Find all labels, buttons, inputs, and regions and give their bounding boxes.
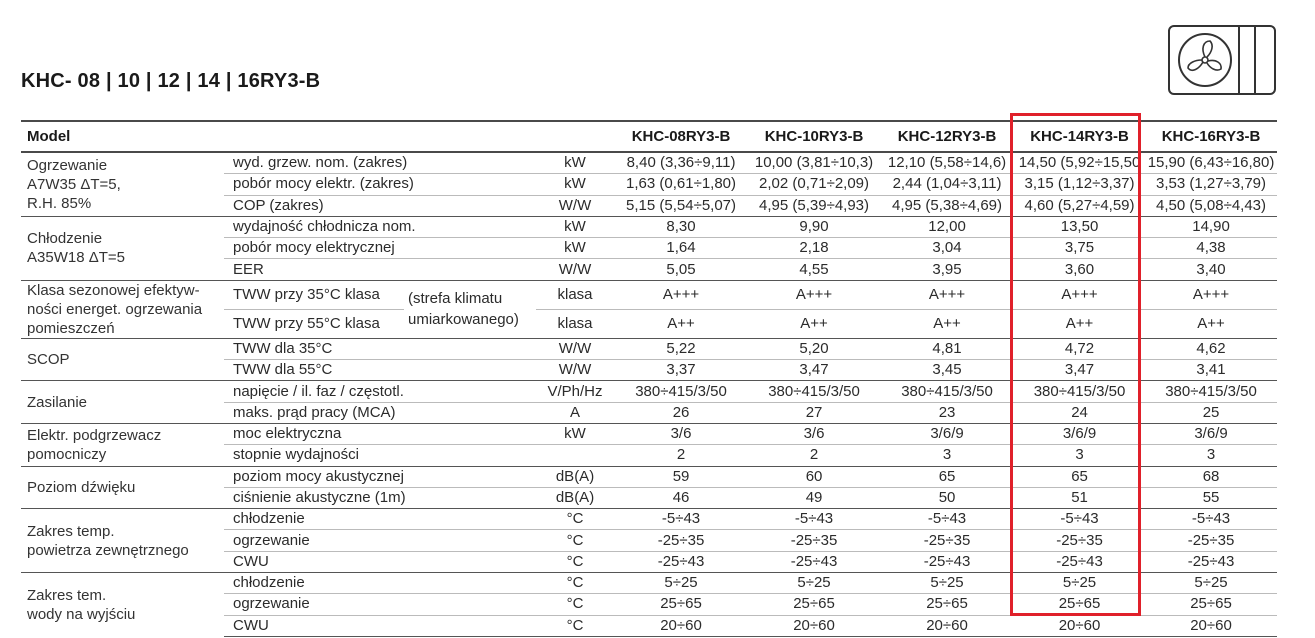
value-cell: 50	[880, 487, 1014, 508]
model-column-header: KHC-12RY3-B	[880, 121, 1014, 152]
value-cell: 25÷65	[880, 594, 1014, 615]
value-cell: 3/6/9	[1145, 423, 1277, 444]
model-column-header: KHC-14RY3-B	[1014, 121, 1145, 152]
unit-label: A	[536, 402, 614, 423]
value-cell: A+++	[614, 280, 748, 309]
value-cell: 49	[748, 487, 880, 508]
value-cell: A+++	[880, 280, 1014, 309]
value-cell: 380÷415/3/50	[748, 381, 880, 402]
value-cell: 3,75	[1014, 238, 1145, 259]
unit-label: dB(A)	[536, 466, 614, 487]
unit-label: W/W	[536, 259, 614, 280]
value-cell: 27	[748, 402, 880, 423]
value-cell: 3,15 (1,12÷3,37)	[1014, 174, 1145, 195]
value-cell: 20÷60	[1014, 615, 1145, 636]
unit-label: klasa	[536, 309, 614, 338]
unit-label: °C	[536, 594, 614, 615]
value-cell: 3,47	[1014, 360, 1145, 381]
value-cell: 10,00 (3,81÷10,3)	[748, 152, 880, 174]
value-cell: 9,90	[748, 216, 880, 237]
unit-label: °C	[536, 551, 614, 572]
value-cell: -25÷43	[880, 551, 1014, 572]
table-row	[21, 280, 1277, 309]
group-label: Zasilanie	[21, 381, 224, 424]
header-row	[21, 121, 1277, 152]
group-label: Klasa sezonowej efektyw- ności energet. ogrzewania pomieszczeń	[21, 280, 224, 338]
unit-label: °C	[536, 573, 614, 594]
value-cell: 3,95	[880, 259, 1014, 280]
value-cell: -5÷43	[880, 509, 1014, 530]
value-cell: 5÷25	[880, 573, 1014, 594]
parameter-label: CWU	[224, 615, 536, 636]
value-cell: 15,90 (6,43÷16,80)	[1145, 152, 1277, 174]
unit-label	[536, 445, 614, 466]
page-title: KHC- 08 | 10 | 12 | 14 | 16RY3-B	[21, 70, 321, 92]
table-row	[21, 509, 1277, 530]
value-cell: 4,72	[1014, 338, 1145, 359]
value-cell: 12,10 (5,58÷14,6)	[880, 152, 1014, 174]
value-cell: 3,37	[614, 360, 748, 381]
unit-label: °C	[536, 509, 614, 530]
model-column-header: KHC-08RY3-B	[614, 121, 748, 152]
value-cell: 3/6/9	[880, 423, 1014, 444]
parameter-label: TWW przy 55°C klasa	[224, 309, 404, 338]
value-cell: A+++	[748, 280, 880, 309]
value-cell: 65	[880, 466, 1014, 487]
value-cell: -25÷35	[880, 530, 1014, 551]
unit-label: °C	[536, 530, 614, 551]
parameter-label: chłodzenie	[224, 573, 536, 594]
value-cell: 2	[748, 445, 880, 466]
parameter-label: ogrzewanie	[224, 530, 536, 551]
value-cell: 3/6/9	[1014, 423, 1145, 444]
value-cell: 5÷25	[1014, 573, 1145, 594]
unit-label: W/W	[536, 195, 614, 216]
value-cell: 3,53 (1,27÷3,79)	[1145, 174, 1277, 195]
group-label: Zakres temp. powietrza zewnętrznego	[21, 509, 224, 573]
table-row	[21, 573, 1277, 594]
value-cell: 3	[1014, 445, 1145, 466]
unit-label: kW	[536, 423, 614, 444]
value-cell: 13,50	[1014, 216, 1145, 237]
table-row	[21, 338, 1277, 359]
parameter-label: ciśnienie akustyczne (1m)	[224, 487, 536, 508]
value-cell: 65	[1014, 466, 1145, 487]
parameter-label: chłodzenie	[224, 509, 536, 530]
value-cell: 20÷60	[880, 615, 1014, 636]
group-label: Chłodzenie A35W18 ΔT=5	[21, 216, 224, 280]
value-cell: 380÷415/3/50	[614, 381, 748, 402]
value-cell: 12,00	[880, 216, 1014, 237]
value-cell: 25÷65	[1145, 594, 1277, 615]
unit-label: klasa	[536, 280, 614, 309]
value-cell: 4,60 (5,27÷4,59)	[1014, 195, 1145, 216]
value-cell: 3/6	[748, 423, 880, 444]
value-cell: 4,81	[880, 338, 1014, 359]
parameter-label: maks. prąd pracy (MCA)	[224, 402, 536, 423]
climate-zone-note: (strefa klimatu umiarkowanego)	[404, 280, 536, 338]
unit-label: kW	[536, 174, 614, 195]
value-cell: 25÷65	[748, 594, 880, 615]
value-cell: -25÷35	[1145, 530, 1277, 551]
group-label: Zakres tem. wody na wyjściu	[21, 573, 224, 637]
value-cell: 2,02 (0,71÷2,09)	[748, 174, 880, 195]
value-cell: 4,55	[748, 259, 880, 280]
parameter-label: CWU	[224, 551, 536, 572]
value-cell: A++	[614, 309, 748, 338]
value-cell: 20÷60	[614, 615, 748, 636]
parameter-label: TWW dla 55°C	[224, 360, 536, 381]
value-cell: 5÷25	[614, 573, 748, 594]
value-cell: 60	[748, 466, 880, 487]
value-cell: 25÷65	[1014, 594, 1145, 615]
value-cell: -5÷43	[1014, 509, 1145, 530]
value-cell: A++	[880, 309, 1014, 338]
value-cell: 5,20	[748, 338, 880, 359]
value-cell: 1,64	[614, 238, 748, 259]
unit-label: kW	[536, 238, 614, 259]
parameter-label: napięcie / il. faz / częstotl.	[224, 381, 536, 402]
value-cell: 3	[1145, 445, 1277, 466]
value-cell: 3	[880, 445, 1014, 466]
value-cell: 4,38	[1145, 238, 1277, 259]
spec-table	[21, 120, 1277, 637]
value-cell: A++	[1145, 309, 1277, 338]
value-cell: 5÷25	[1145, 573, 1277, 594]
unit-label: kW	[536, 152, 614, 174]
parameter-label: pobór mocy elektr. (zakres)	[224, 174, 536, 195]
value-cell: -25÷35	[614, 530, 748, 551]
value-cell: -25÷35	[748, 530, 880, 551]
group-label: SCOP	[21, 338, 224, 381]
value-cell: 20÷60	[1145, 615, 1277, 636]
value-cell: A+++	[1014, 280, 1145, 309]
value-cell: 2,44 (1,04÷3,11)	[880, 174, 1014, 195]
model-header: Model	[21, 121, 614, 152]
value-cell: 4,95 (5,38÷4,69)	[880, 195, 1014, 216]
value-cell: 2	[614, 445, 748, 466]
outdoor-unit-fan-icon	[1168, 25, 1276, 95]
parameter-label: COP (zakres)	[224, 195, 536, 216]
parameter-label: poziom mocy akustycznej	[224, 466, 536, 487]
value-cell: 68	[1145, 466, 1277, 487]
parameter-label: ogrzewanie	[224, 594, 536, 615]
value-cell: 59	[614, 466, 748, 487]
value-cell: 4,62	[1145, 338, 1277, 359]
value-cell: -5÷43	[748, 509, 880, 530]
value-cell: 3,60	[1014, 259, 1145, 280]
value-cell: -25÷43	[1145, 551, 1277, 572]
table-row	[21, 152, 1277, 174]
table-row	[21, 381, 1277, 402]
model-column-header: KHC-10RY3-B	[748, 121, 880, 152]
unit-label: kW	[536, 216, 614, 237]
value-cell: A++	[1014, 309, 1145, 338]
parameter-label: moc elektryczna	[224, 423, 536, 444]
parameter-label: pobór mocy elektrycznej	[224, 238, 536, 259]
parameter-label: TWW przy 35°C klasa	[224, 280, 404, 309]
value-cell: 14,50 (5,92÷15,50	[1014, 152, 1145, 174]
parameter-label: wydajność chłodnicza nom.	[224, 216, 536, 237]
value-cell: -5÷43	[614, 509, 748, 530]
value-cell: 23	[880, 402, 1014, 423]
fan-icon	[1176, 31, 1234, 89]
value-cell: 5÷25	[748, 573, 880, 594]
value-cell: 20÷60	[748, 615, 880, 636]
value-cell: 25÷65	[614, 594, 748, 615]
value-cell: 3,45	[880, 360, 1014, 381]
value-cell: -25÷43	[614, 551, 748, 572]
value-cell: 46	[614, 487, 748, 508]
value-cell: -5÷43	[1145, 509, 1277, 530]
unit-label: V/Ph/Hz	[536, 381, 614, 402]
value-cell: 25	[1145, 402, 1277, 423]
value-cell: 24	[1014, 402, 1145, 423]
value-cell: 5,05	[614, 259, 748, 280]
value-cell: 3,04	[880, 238, 1014, 259]
value-cell: -25÷43	[748, 551, 880, 572]
value-cell: 5,15 (5,54÷5,07)	[614, 195, 748, 216]
value-cell: 1,63 (0,61÷1,80)	[614, 174, 748, 195]
parameter-label: wyd. grzew. nom. (zakres)	[224, 152, 536, 174]
unit-label: W/W	[536, 338, 614, 359]
unit-label: dB(A)	[536, 487, 614, 508]
unit-label: W/W	[536, 360, 614, 381]
value-cell: 4,95 (5,39÷4,93)	[748, 195, 880, 216]
value-cell: 4,50 (5,08÷4,43)	[1145, 195, 1277, 216]
group-label: Ogrzewanie A7W35 ΔT=5, R.H. 85%	[21, 152, 224, 216]
spec-table-body	[21, 152, 1277, 636]
table-row	[21, 423, 1277, 444]
value-cell: A++	[748, 309, 880, 338]
value-cell: 380÷415/3/50	[880, 381, 1014, 402]
value-cell: 380÷415/3/50	[1145, 381, 1277, 402]
group-label: Poziom dźwięku	[21, 466, 224, 509]
value-cell: 3,41	[1145, 360, 1277, 381]
value-cell: 2,18	[748, 238, 880, 259]
value-cell: 8,40 (3,36÷9,11)	[614, 152, 748, 174]
unit-label: °C	[536, 615, 614, 636]
value-cell: 14,90	[1145, 216, 1277, 237]
value-cell: -25÷43	[1014, 551, 1145, 572]
value-cell: -25÷35	[1014, 530, 1145, 551]
parameter-label: TWW dla 35°C	[224, 338, 536, 359]
value-cell: 3,40	[1145, 259, 1277, 280]
value-cell: 5,22	[614, 338, 748, 359]
value-cell: 55	[1145, 487, 1277, 508]
table-row	[21, 466, 1277, 487]
value-cell: 3/6	[614, 423, 748, 444]
group-label: Elektr. podgrzewacz pomocniczy	[21, 423, 224, 466]
model-column-header: KHC-16RY3-B	[1145, 121, 1277, 152]
table-row	[21, 216, 1277, 237]
value-cell: 380÷415/3/50	[1014, 381, 1145, 402]
value-cell: 51	[1014, 487, 1145, 508]
value-cell: 3,47	[748, 360, 880, 381]
value-cell: A+++	[1145, 280, 1277, 309]
parameter-label: EER	[224, 259, 536, 280]
value-cell: 26	[614, 402, 748, 423]
value-cell: 8,30	[614, 216, 748, 237]
parameter-label: stopnie wydajności	[224, 445, 536, 466]
